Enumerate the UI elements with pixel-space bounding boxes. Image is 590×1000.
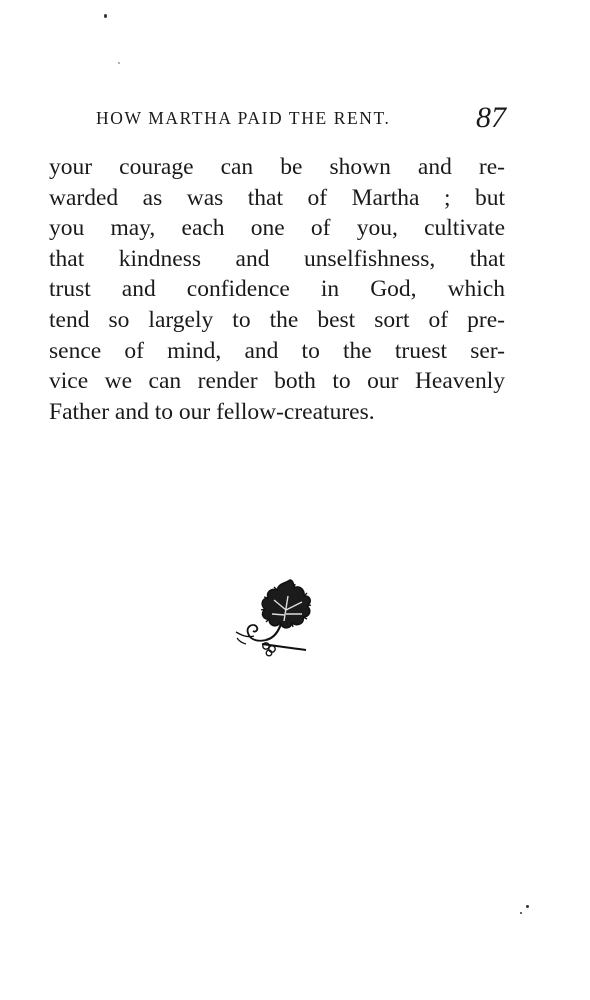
text-line: warded as was that of Martha ; but (49, 184, 505, 211)
text-line: you may, each one of you, cultivate (49, 215, 505, 242)
text-line: trust and confidence in God, which (49, 276, 505, 303)
body-text (49, 152, 505, 427)
text-line: that kindness and unselfishness, that (49, 245, 505, 272)
print-speck (526, 905, 529, 908)
text-line: tend so largely to the best sort of pre- (49, 306, 505, 333)
vine-leaf-tailpiece-icon (232, 574, 328, 658)
text-line: sence of mind, and to the truest ser- (49, 337, 505, 364)
text-line: your courage can be shown and re- (49, 154, 505, 180)
text-line: vice we can render both to our Heavenly (49, 368, 505, 395)
page-number: 87 (476, 101, 506, 134)
running-title: HOW MARTHA PAID THE RENT. (96, 108, 391, 128)
print-speck (104, 14, 107, 18)
print-speck (118, 62, 120, 64)
running-head (96, 100, 506, 140)
print-speck (520, 912, 522, 914)
text-line: Father and to our fellow-creatures. (49, 398, 375, 425)
